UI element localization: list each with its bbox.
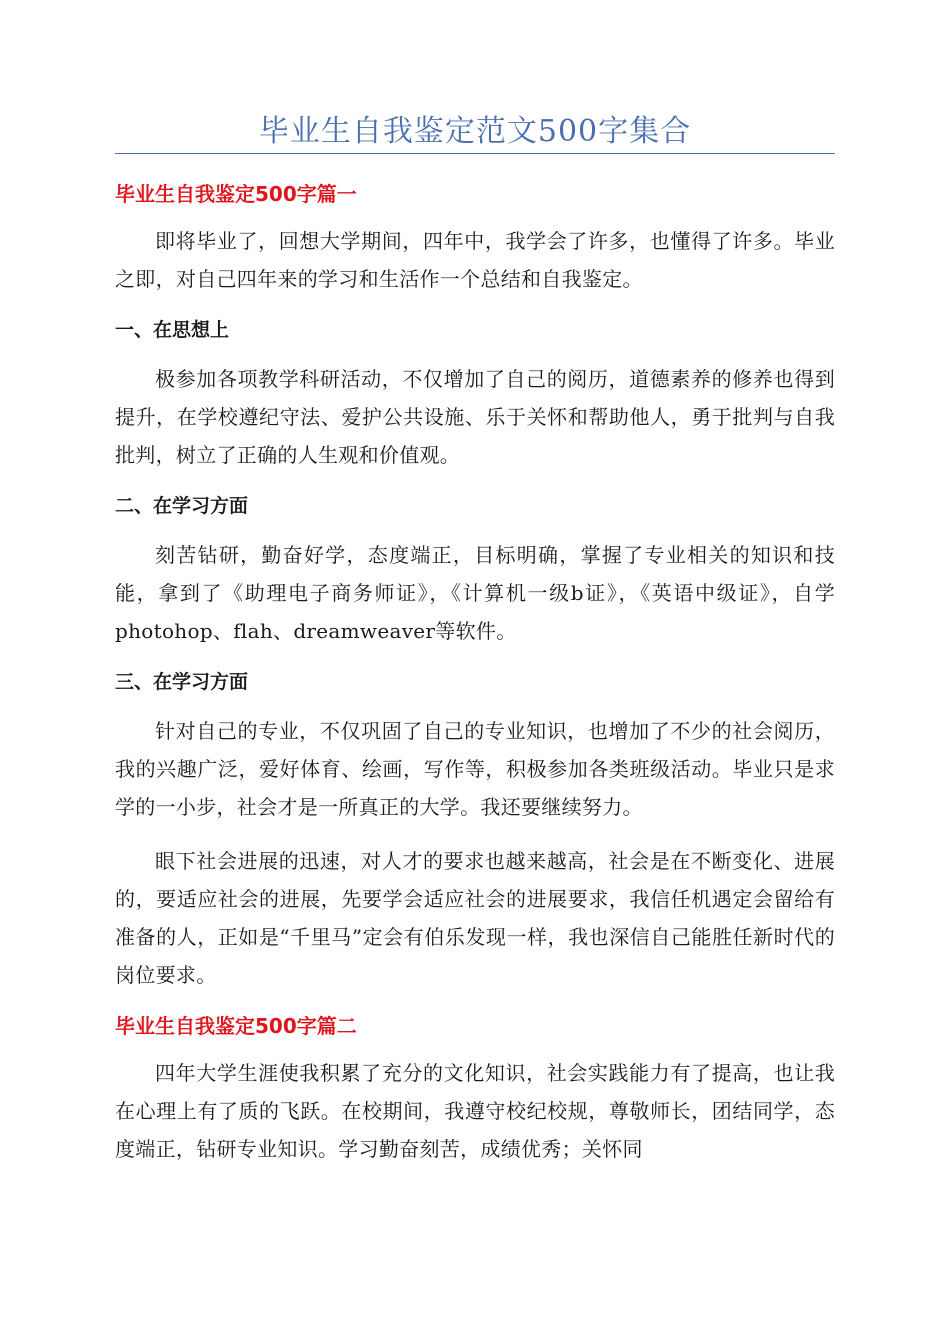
paragraph: 极参加各项教学科研活动，不仅增加了自己的阅历，道德素养的修养也得到提升，在学校遵纪守法、爱护公共设施、乐于关怀和帮助他人，勇于批判与自我批判，树立了正确的人生观和价值观。 <box>115 367 835 467</box>
subsection-heading: 一、在思想上 <box>115 319 230 341</box>
subsection-heading: 三、在学习方面 <box>115 671 249 693</box>
section-2 <box>115 1010 835 1168</box>
section-intro: 即将毕业了，回想大学期间，四年中，我学会了许多，也懂得了许多。毕业之即，对自己四年来的学习和生活作一个总结和自我鉴定。 <box>115 229 835 291</box>
section-intro: 四年大学生涯使我积累了充分的文化知识，社会实践能力有了提高，也让我在心理上有了质的飞跃。在校期间，我遵守校纪校规，尊敬师长，团结同学，态度端正，钻研专业知识。学习勤奋刻苦，成绩优秀；关怀同 <box>115 1061 835 1161</box>
document-body <box>115 178 835 1184</box>
document-title: 毕业生自我鉴定范文500字集合 <box>258 114 692 149</box>
title-underline <box>115 153 835 154</box>
paragraph: 针对自己的专业，不仅巩固了自己的专业知识，也增加了不少的社会阅历，我的兴趣广泛，爱好体育、绘画，写作等，积极参加各类班级活动。毕业只是求学的一小步，社会才是一所真正的大学。我还要继续努力。 <box>115 719 835 819</box>
section-heading: 毕业生自我鉴定500字篇一 <box>115 182 357 206</box>
paragraph: 刻苦钻研，勤奋好学，态度端正，目标明确，掌握了专业相关的知识和技能，拿到了《助理电子商务师证》，《计算机一级b证》，《英语中级证》，自学photohop、flah、dreamweaver等软件。 <box>115 543 835 643</box>
paragraph: 眼下社会进展的迅速，对人才的要求也越来越高，社会是在不断变化、进展的，要适应社会的进展，先要学会适应社会的进展要求，我信任机遇定会留给有准备的人，正如是“千里马”定会有伯乐发现一样，我也深信自己能胜任新时代的岗位要求。 <box>115 849 835 987</box>
subsection-heading: 二、在学习方面 <box>115 495 249 517</box>
section-heading: 毕业生自我鉴定500字篇二 <box>115 1014 357 1038</box>
section-1 <box>115 178 835 994</box>
